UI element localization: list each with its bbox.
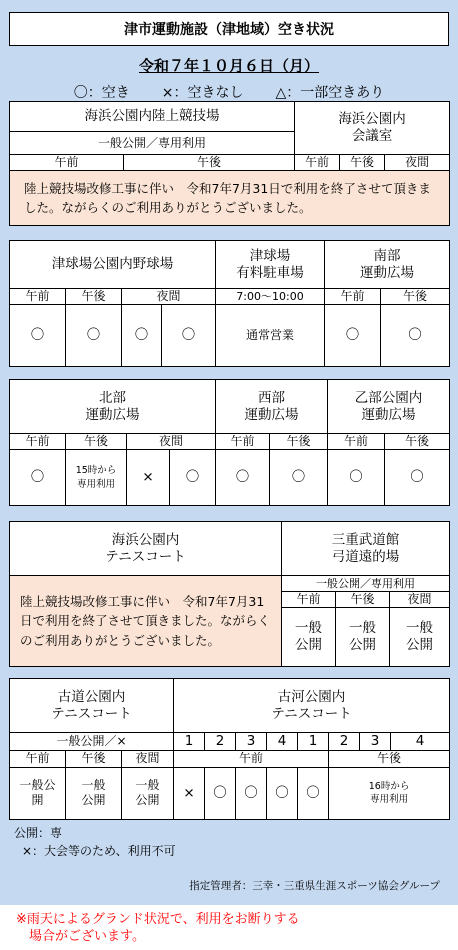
- section-hokubu: [9, 379, 450, 506]
- court-number: 1: [298, 733, 329, 751]
- section-kaihin-tennis: [9, 521, 450, 667]
- period-header: 午後: [66, 750, 122, 767]
- usage-mode: 一般公開／×: [10, 733, 174, 751]
- facility-name: 海浜公園内 会議室: [295, 102, 450, 155]
- period-header: 午後: [66, 434, 127, 450]
- closure-notice: 陸上競技場改修工事に伴い 令和7年7月31日で利用を終了させて頂きました。ながらくのご利用ありがとうございました。: [10, 171, 450, 226]
- status-cell: 〇: [270, 450, 328, 506]
- parking-hours: 7:00～10:00: [216, 289, 325, 305]
- facility-name: 津球場 有料駐車場: [216, 241, 325, 289]
- page-title: 津市運動施設（津地域）空き状況: [9, 12, 449, 46]
- period-header: 午前: [282, 592, 336, 608]
- status-cell: 〇: [10, 450, 66, 506]
- status-cell: 15時から 専用利用: [66, 450, 127, 506]
- period-header: 午前: [216, 434, 270, 450]
- period-header: 午前: [10, 750, 66, 767]
- court-number: 2: [205, 733, 236, 751]
- period-header: 午前: [325, 289, 381, 305]
- facility-name: 海浜公園内陸上競技場: [10, 102, 295, 132]
- status-cell: 一般 公開: [282, 608, 336, 667]
- status-cell: 通常営業: [216, 305, 325, 367]
- status-date: 令和７年１０月６日（月）: [138, 57, 319, 75]
- period-header: 午前: [10, 434, 66, 450]
- court-number: 1: [174, 733, 205, 751]
- rain-warning: ※雨天によるグランド状況で、利用をお断りする 場合がございます。: [16, 912, 300, 944]
- court-number: 4: [267, 733, 298, 751]
- status-cell: 〇: [122, 305, 162, 367]
- facility-name: 古河公園内 テニスコート: [174, 679, 450, 733]
- status-cell: 〇: [385, 450, 450, 506]
- court-number: 3: [236, 733, 267, 751]
- status-cell: 〇: [162, 305, 216, 367]
- period-header: 午前: [174, 750, 329, 767]
- status-cell: ×: [127, 450, 170, 506]
- period-header: 午後: [385, 434, 450, 450]
- facility-name: 南部 運動広場: [325, 241, 450, 289]
- period-header: 午後: [381, 289, 450, 305]
- period-header: 夜間: [122, 750, 174, 767]
- status-cell: 一般 公開: [336, 608, 390, 667]
- legend: [0, 82, 458, 102]
- status-cell: 〇: [170, 450, 216, 506]
- period-header: 午前: [295, 155, 340, 171]
- note-legend-open: 公開：専: [14, 826, 63, 840]
- closure-notice: 陸上競技場改修工事に伴い 令和7年7月31日で利用を終了させて頂きました。ながらくのご利用ありがとうございました。: [10, 576, 282, 667]
- period-header: 午前: [10, 155, 124, 171]
- status-cell: 〇: [325, 305, 381, 367]
- status-cell: 〇: [236, 767, 267, 819]
- status-cell: 一般 公開: [122, 767, 174, 819]
- section-kaihin-track: [9, 101, 450, 226]
- status-cell: 〇: [328, 450, 385, 506]
- period-header: 夜間: [385, 155, 450, 171]
- status-cell: 一般 公開: [66, 767, 122, 819]
- period-header: 午後: [124, 155, 295, 171]
- status-cell: 〇: [216, 450, 270, 506]
- status-cell: ×: [174, 767, 205, 819]
- period-header: 午前: [328, 434, 385, 450]
- status-cell: 〇: [66, 305, 122, 367]
- status-cell: 〇: [267, 767, 298, 819]
- period-header: 午後: [66, 289, 122, 305]
- section-tsu-baseball: [9, 240, 450, 367]
- legend-available: 〇：空き: [73, 85, 130, 101]
- period-header: 午前: [10, 289, 66, 305]
- facility-name: 北部 運動広場: [10, 380, 216, 434]
- usage-mode: 一般公開／専用利用: [10, 132, 295, 155]
- facility-name: 津球場公園内野球場: [10, 241, 216, 289]
- period-header: 夜間: [127, 434, 216, 450]
- status-cell: 〇: [10, 305, 66, 367]
- manager-credit: 指定管理者：三幸・三重県生涯スポーツ協会グループ: [189, 880, 440, 892]
- status-cell: 一般 公開: [390, 608, 450, 667]
- facility-name: 西部 運動広場: [216, 380, 328, 434]
- court-number: 4: [391, 733, 450, 751]
- legend-unavailable: ×：空きなし: [161, 85, 244, 101]
- status-cell: 〇: [298, 767, 329, 819]
- facility-name: 古道公園内 テニスコート: [10, 679, 174, 733]
- status-cell: 〇: [381, 305, 450, 367]
- legend-partial: △：一部空きあり: [275, 85, 385, 101]
- status-cell: 16時から 専用利用: [329, 767, 450, 819]
- period-header: 午後: [270, 434, 328, 450]
- status-cell: 一般公 開: [10, 767, 66, 819]
- status-cell: 〇: [205, 767, 236, 819]
- facility-name: 海浜公園内 テニスコート: [10, 522, 282, 576]
- court-number: 3: [360, 733, 391, 751]
- facility-name: 三重武道館 弓道遠的場: [282, 522, 450, 576]
- facility-name: 乙部公園内 運動広場: [328, 380, 450, 434]
- period-header: 午後: [329, 750, 450, 767]
- note-legend-unavailable: ×：大会等のため、利用不可: [22, 844, 176, 858]
- period-header: 午後: [340, 155, 385, 171]
- period-header: 夜間: [390, 592, 450, 608]
- section-kodo-koga-tennis: [9, 678, 450, 820]
- court-number: 2: [329, 733, 360, 751]
- usage-mode: 一般公開／専用利用: [282, 576, 450, 592]
- period-header: 午後: [336, 592, 390, 608]
- period-header: 夜間: [122, 289, 216, 305]
